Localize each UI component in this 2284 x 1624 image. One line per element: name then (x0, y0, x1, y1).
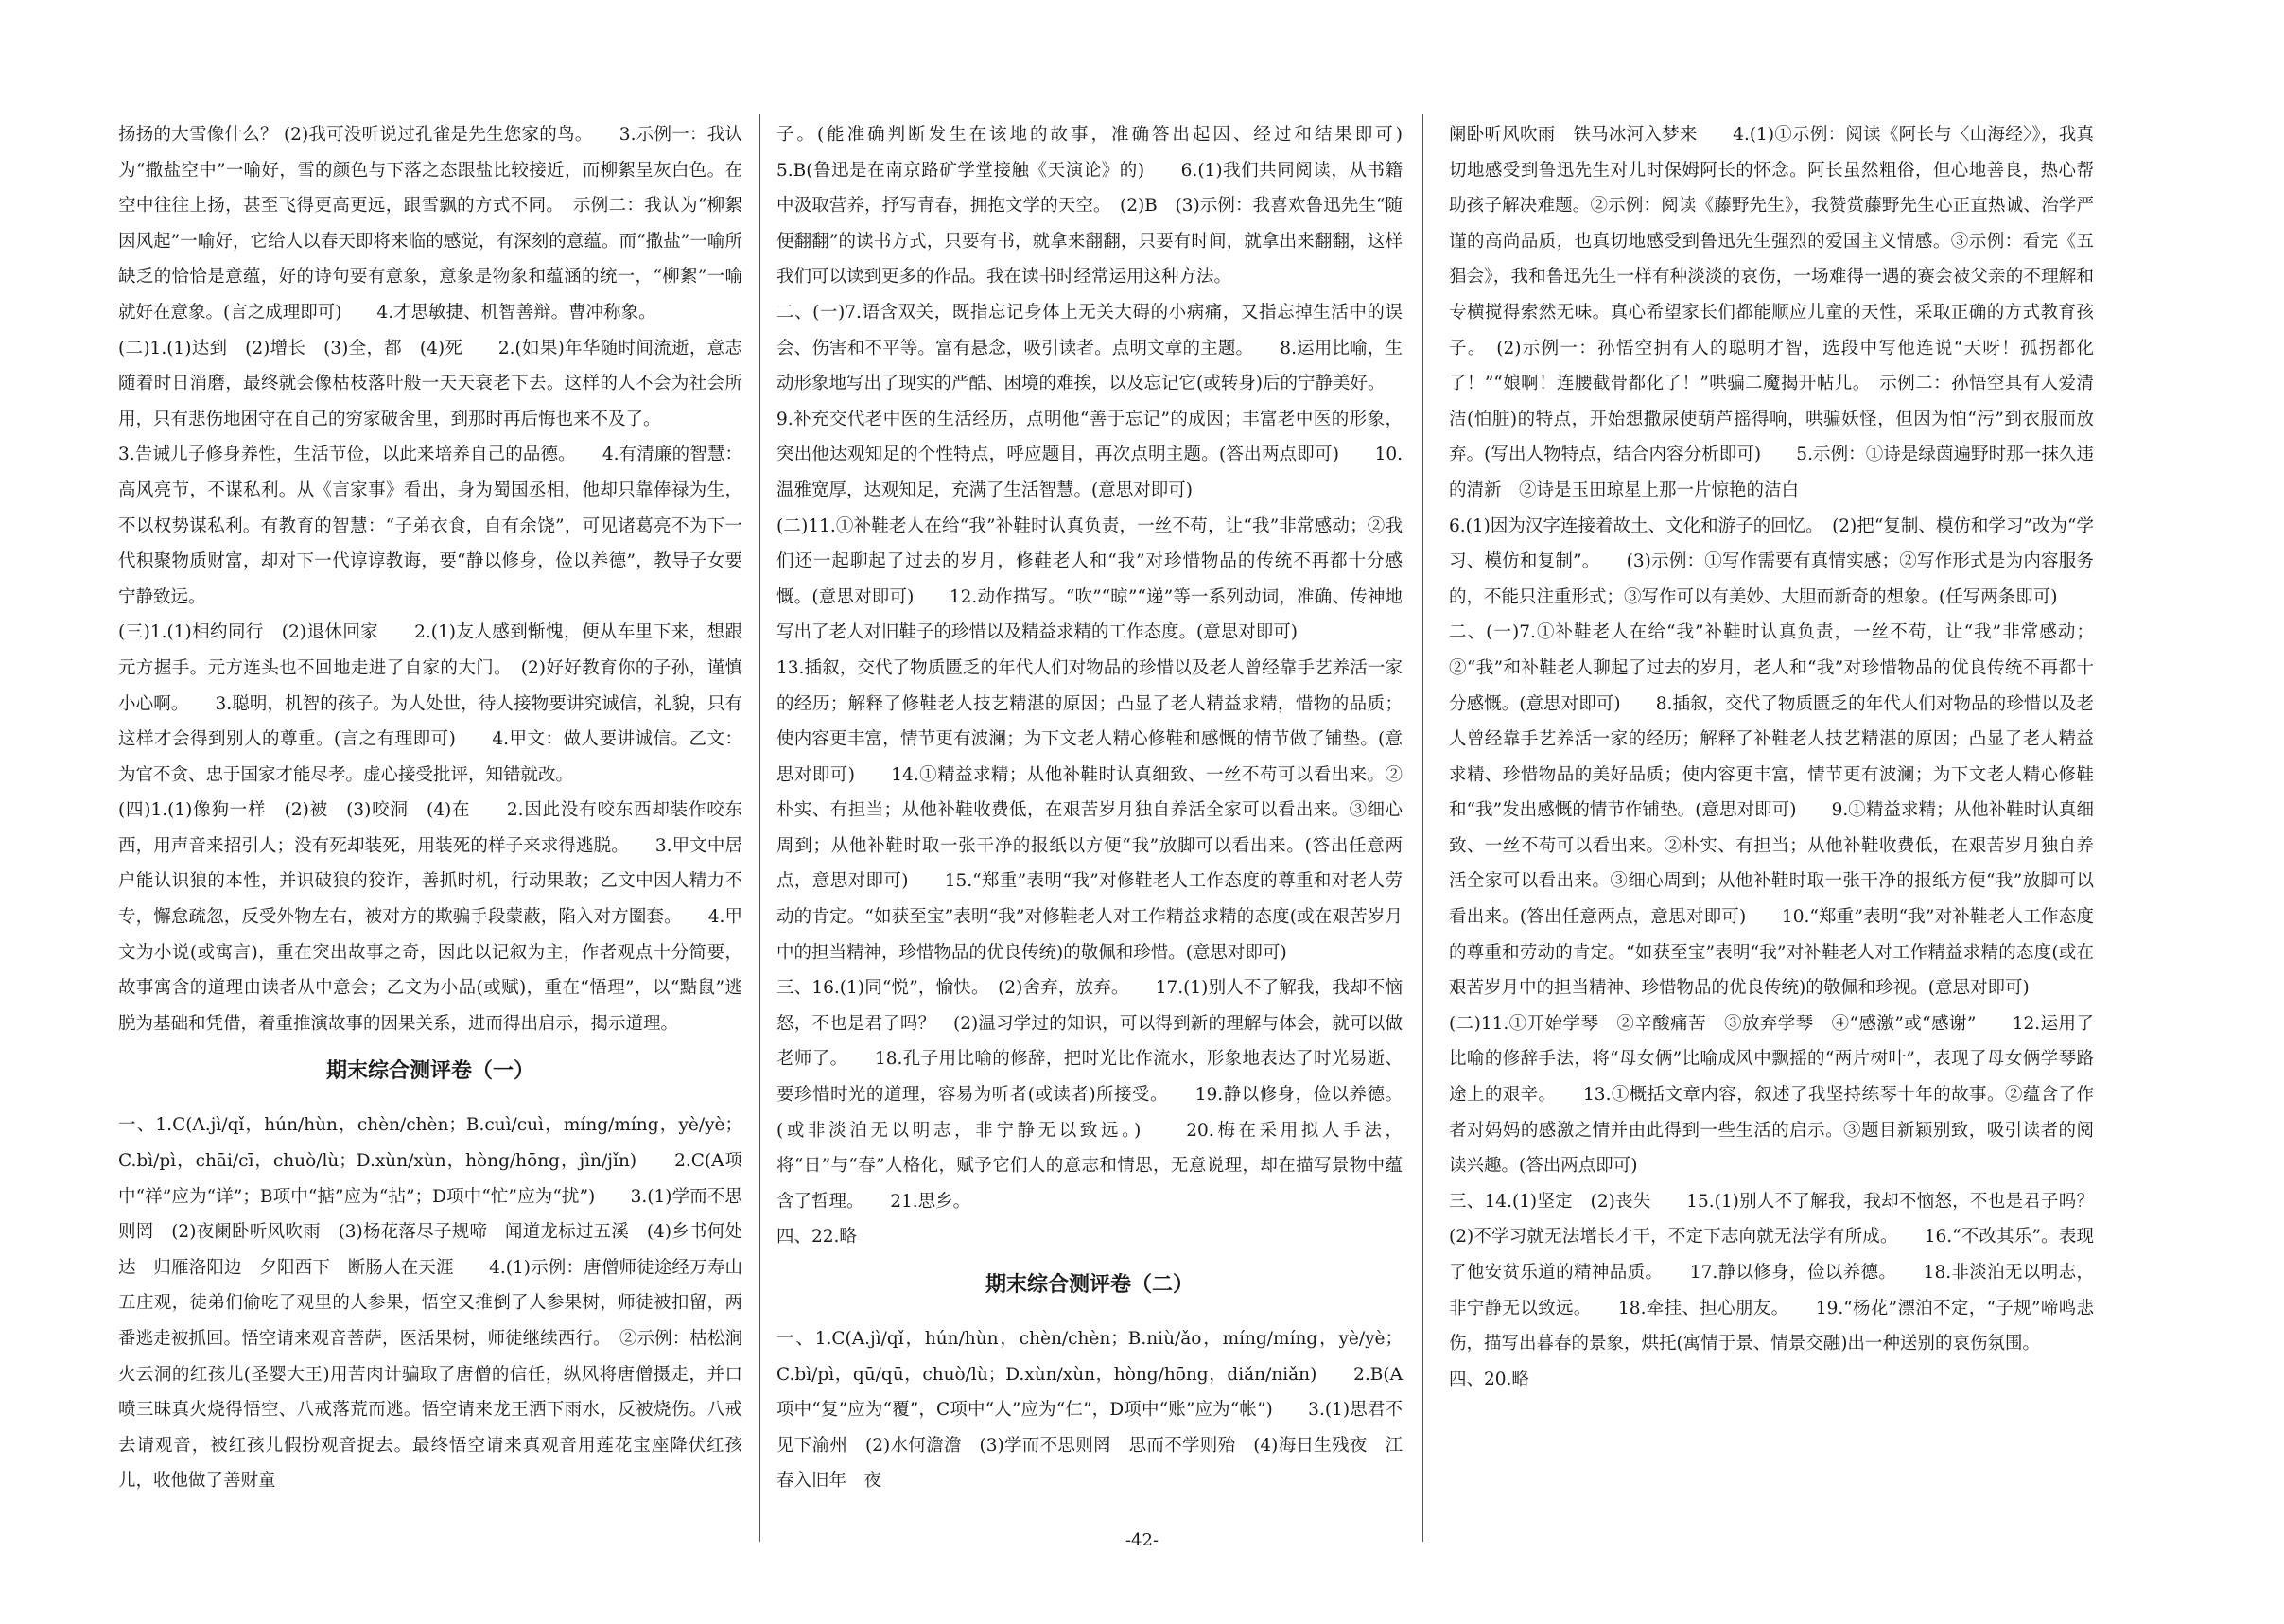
answer-paragraph: 一、1.C(A.jì/qǐ，hún/hùn，chèn/chèn；B.niù/ǎo，míng/míng，yè/yè；C.bì/pì，qū/qū，chuò/lù；D.xùn/xùn，hòng/hōng，diǎn/niǎn) 2.B(A项中“复”应为“覆”，C项中“人”应为“仁”，D项中“账”应为“帐”) 3.(1)思君不见下渝州 (2)水何澹澹 (3)学而不思则罔 思而不学则殆 (4)海日生残夜 江春入旧年 夜 (776, 1329, 1403, 1492)
answer-paragraph: 三、14.(1)坚定 (2)丧失 15.(1)别人不了解我，我却不恼怒，不也是君子吗？ (2)不学习就无法增长才干，不定下志向就无法学有所成。 16.“不改其乐”。表现了他安贫乐道的精神品质。 17.静以修身，俭以养德。 18.非淡泊无以明志，非宁静无以致远。 18.牵挂、担心朋友。 19.“杨花”漂泊不定，“子规”啼鸣悲伤，描写出暮春的景象，烘托(寓情于景、情景交融)出一种送别的哀伤氛围。 (1449, 1191, 2112, 1354)
answer-paragraph: 一、1.C(A.jì/qǐ，hún/hùn，chèn/chèn；B.cuì/cuì，míng/míng，yè/yè；C.bì/pì，chāi/cī，chuò/lù；D.xùn/xùn，hòng/hōng，jìn/jǐn) 2.C(A项中“祥”应为“详”；B项中“掂”应为“拈”；D项中“忙”应为“扰”) 3.(1)学而不思则罔 (2)夜阑卧听风吹雨 (3)杨花落尽子规啼 闻道龙标过五溪 (4)乡书何处达 归雁洛阳边 夕阳西下 断肠人在天涯 4.(1)示例：唐僧师徒途经万寿山五庄观，徒弟们偷吃了观里的人参果，悟空又推倒了人参果树，师徒被扣留，两番逃走被抓回。悟空请来观音菩萨，医活果树，师徒继续西行。 ②示例：枯松涧火云洞的红孩儿(圣婴大王)用苦肉计骗取了唐僧的信任，纵风将唐僧摄走，并口喷三昧真火烧得悟空、八戒落荒而逃。悟空请来龙王洒下雨水，反被烧伤。八戒去请观音，被红孩儿假扮观音捉去。最终悟空请来真观音用莲花宝座降伏红孩儿，收他做了善财童 (118, 1115, 742, 1492)
answer-paragraph: 二、(一)7.语含双关，既指忘记身体上无关大碍的小病痛，又指忘掉生活中的误会、伤害和不平等。富有悬念，吸引读者。点明文章的主题。 8.运用比喻，生动形象地写出了现实的严酷、困境的难挨，以及忘记它(或转身)后的宁静美好。 (776, 302, 1403, 394)
answer-paragraph: 四、20.略 (1449, 1369, 1529, 1389)
answer-paragraph: 二、(一)7.①补鞋老人在给“我”补鞋时认真负责，一丝不苟，让“我”非常感动；②“我”和补鞋老人聊起了过去的岁月，老人和“我”对珍惜物品的优良传统不再都十分感慨。(意思对即可) 8.插叙，交代了物质匮乏的年代人们对物品的珍惜以及老人曾经靠手艺养活一家的经历；解释了补鞋老人技艺精湛的原因；凸显了老人精益求精、珍惜物品的美好品质；使内容更丰富，情节更有波澜；为下文老人精心修鞋和“我”发出感慨的情节作铺垫。(意思对即可) 9.①精益求精；从他补鞋时认真细致、一丝不苟可以看出来。②朴实、有担当；从他补鞋收费低，在艰苦岁月独自养活全家可以看出来。③细心周到；从他补鞋时取一张干净的报纸方便“我”放脚可以看出来。(答出任意两点，意思对即可) 10.“郑重”表明“我”对补鞋老人工作态度的尊重和劳动的肯定。“如获至宝”表明“我”对补鞋老人对工作精益求精的态度(或在艰苦岁月中的担当精神、珍惜物品的优良传统)的敬佩和珍视。(意思对即可) (1449, 622, 2094, 999)
answer-paragraph: (二)11.①开始学琴 ②辛酸痛苦 ③放弃学琴 ④“感激”或“感谢” 12.运用了比喻的修辞手法，将“母女俩”比喻成风中飘摇的“两片树叶”，表现了母女俩学琴路途上的艰辛。 13.①概括文章内容，叙述了我坚持练琴十年的故事。②蕴含了作者对妈妈的感激之情并由此得到一些生活的启示。③题目新颖别致，吸引读者的阅读兴趣。(答出两点即可) (1449, 1013, 2094, 1177)
answer-paragraph: (四)1.(1)像狗一样 (2)被 (3)咬洞 (4)在 2.因此没有咬东西却装作咬东西，用声音来招引人；没有死却装死，用装死的样子来求得逃脱。 3.甲文中居户能认识狼的本性，并识破狼的狡诈，善抓时机，行动果敢；乙文中因人精力不专，懈怠疏忽，反受外物左右，被对方的欺骗手段蒙蔽，陷入对方圈套。 4.甲文为小说(或寓言)，重在突出故事之奇，因此以记叙为主，作者观点十分简要，故事寓含的道理由读者从中意会；乙文为小品(或赋)，重在“悟理”，以“黠鼠”逃脱为基础和凭借，着重推演故事的因果关系，进而得出启示，揭示道理。 (118, 800, 742, 1034)
answer-paragraph: (二)11.①补鞋老人在给“我”补鞋时认真负责，一丝不苟，让“我”非常感动；②我们还一起聊起了过去的岁月，修鞋老人和“我”对珍惜物品的传统不再都十分感慨。(意思对即可) 12.动作描写。“吹”“晾”“递”等一系列动词，准确、传神地写出了老人对旧鞋子的珍惜以及精益求精的工作态度。(意思对即可) (776, 515, 1403, 643)
column-divider-left (759, 114, 760, 1542)
page-number: -42- (1125, 1530, 1159, 1550)
answer-paragraph: 四、22.略 (776, 1227, 857, 1248)
answer-paragraph: 阑卧听风吹雨 铁马冰河入梦来 4.(1)①示例：阅读《阿长与〈山海经〉》，我真切地感受到鲁迅先生对儿时保姆阿长的怀念。阿长虽然粗俗，但心地善良，热心帮助孩子解决难题。②示例：阅读《藤野先生》，我赞赏藤野先生心正直热诚、治学严谨的高尚品质，也真切地感受到鲁迅先生强烈的爱国主义情感。③示例：看完《五猖会》，我和鲁迅先生一样有种淡淡的哀伤，一场难得一遇的赛会被父亲的不理解和专横搅得索然无味。真心希望家长们都能顺应儿童的天性，采取正确的方式教育孩子。 (2)示例一：孙悟空拥有人的聪明才智，选段中写他连说“天呀！孤拐都化了！”“娘啊！连腰截骨都化了！”哄骗二魔揭开帖儿。 示例二：孙悟空具有人爱清洁(怕脏)的特点，开始想撒尿使葫芦摇得响，哄骗妖怪，但因为怕“污”到衣服而放弃。(写出人物特点，结合内容分析即可) 5.示例：①诗是绿茵遍野时那一抹久违的清新 ②诗是玉田琼星上那一片惊艳的洁白 (1449, 125, 2094, 500)
section-heading: 期末综合测评卷（一） (325, 1059, 534, 1084)
answer-paragraph: (三)1.(1)相约同行 (2)退休回家 2.(1)友人感到惭愧，便从车里下来，想跟元方握手。元方连头也不回地走进了自家的大门。 (2)好好教育你的子孙，谨慎小心啊。 3.聪明，机智的孩子。为人处世，待人接物要讲究诚信，礼貌，只有这样才会得到别人的尊重。(言之有理即可) 4.甲文：做人要讲诚信。乙文：为官不贪、忠于国家才能尽孝。虚心接受批评，知错就改。 (118, 622, 742, 785)
answer-paragraph: 9.补充交代老中医的生活经历，点明他“善于忘记”的成因；丰富老中医的形象，突出他达观知足的个性特点，呼应题目，再次点明主题。(答出两点即可) 10.温雅宽厚，达观知足，充满了生活智慧。(意思对即可) (776, 409, 1403, 500)
answer-paragraph: 13.插叙，交代了物质匮乏的年代人们对物品的珍惜以及老人曾经靠手艺养活一家的经历；解释了修鞋老人技艺精湛的原因；凸显了老人精益求精，惜物的品质；使内容更丰富，情节更有波澜；为下文老人精心修鞋和感慨的情节做了铺垫。(意思对即可) 14.①精益求精；从他补鞋时认真细致、一丝不苟可以看出来。②朴实、有担当；从他补鞋收费低，在艰苦岁月独自养活全家可以看出来。③细心周到；从他补鞋时取一张干净的报纸以方便“我”放脚可以看出来。(答出任意两点，意思对即可) 15.“郑重”表明“我”对修鞋老人工作态度的尊重和对老人劳动的肯定。“如获至宝”表明“我”对修鞋老人对工作精益求精的态度(或在艰苦岁月中的担当精神，珍惜物品的优良传统)的敬佩和珍惜。(意思对即可) (776, 657, 1403, 963)
column-middle (776, 117, 1438, 1536)
column-right (1449, 117, 2112, 1536)
answer-paragraph: 6.(1)因为汉字连接着故土、文化和游子的回忆。 (2)把“复制、模仿和学习”改为“学习、模仿和复制”。 (3)示例：①写作需要有真情实感；②写作形式是为内容服务的，不能只注重形式；③写作可以有美妙、大胆而新奇的想象。(任写两条即可) (1449, 515, 2094, 607)
answer-paragraph: 子。(能准确判断发生在该地的故事，准确答出起因、经过和结果即可) 5.B(鲁迅是在南京路矿学堂接触《天演论》的) 6.(1)我们共同阅读，从书籍中汲取营养，抒写青春，拥抱文学的天空。 (2)B (3)示例：我喜欢鲁迅先生“随便翻翻”的读书方式，只要有书，就拿来翻翻，只要有时间，就拿出来翻翻，这样我们可以读到更多的作品。我在读书时经常运用这种方法。 (776, 125, 1438, 288)
column-divider-right (1422, 114, 1423, 1542)
answer-paragraph: 3.告诫儿子修身养性，生活节俭，以此来培养自己的品德。 4.有清廉的智慧：高风亮节，不谋私利。从《言家事》看出，身为蜀国丞相，他却只靠俸禄为生，不以权势谋私利。有教育的智慧：“子弟衣食，自有余饶”，可见诸葛亮不为下一代积聚物质财富，却对下一代谆谆教诲，要“静以修身，俭以养德”，教导子女要宁静致远。 (118, 445, 742, 607)
answer-paragraph: (二)1.(1)达到 (2)增长 (3)全，都 (4)死 2.(如果)年华随时间流逝，意志随着时日消磨，最终就会像枯枝落叶般一天天衰老下去。这样的人不会为社会所用，只有悲伤地困守在自己的穷家破舍里，到那时再后悔也来不及了。 (118, 338, 742, 429)
section-heading: 期末综合测评卷（二） (985, 1273, 1194, 1297)
column-left (118, 117, 742, 1536)
answer-paragraph: 扬扬的大雪像什么？ (2)我可没听说过孔雀是先生您家的鸟。 3.示例一：我认为“撒盐空中”一喻好，雪的颜色与下落之态跟盐比较接近，而柳絮呈灰白色。在空中往往上扬，甚至飞得更高更远，跟雪飘的方式不同。 示例二：我认为“柳絮因风起”一喻好，它给人以春天即将来临的感觉，有深刻的意蕴。而“撒盐”一喻所缺乏的恰恰是意蕴，好的诗句要有意象，意象是物象和蕴涵的统一，“柳絮”一喻就好在意象。(言之成理即可) 4.才思敏捷、机智善辩。曹冲称象。 (118, 125, 742, 323)
answer-paragraph: 三、16.(1)同“悦”，愉快。 (2)舍弃，放弃。 17.(1)别人不了解我，我却不恼怒，不也是君子吗？ (2)温习学过的知识，可以得到新的理解与体会，就可以做老师了。 18.孔子用比喻的修辞，把时光比作流水，形象地表达了时光易逝、要珍惜时光的道理，容易为听者(或读者)所接受。 19.静以修身，俭以养德。(或非淡泊无以明志，非宁静无以致远。) 20.梅在采用拟人手法，将“日”与“春”人格化，赋予它们人的意志和情思，无意说理，却在描写景物中蕴含了哲理。 21.思乡。 (776, 978, 1403, 1212)
